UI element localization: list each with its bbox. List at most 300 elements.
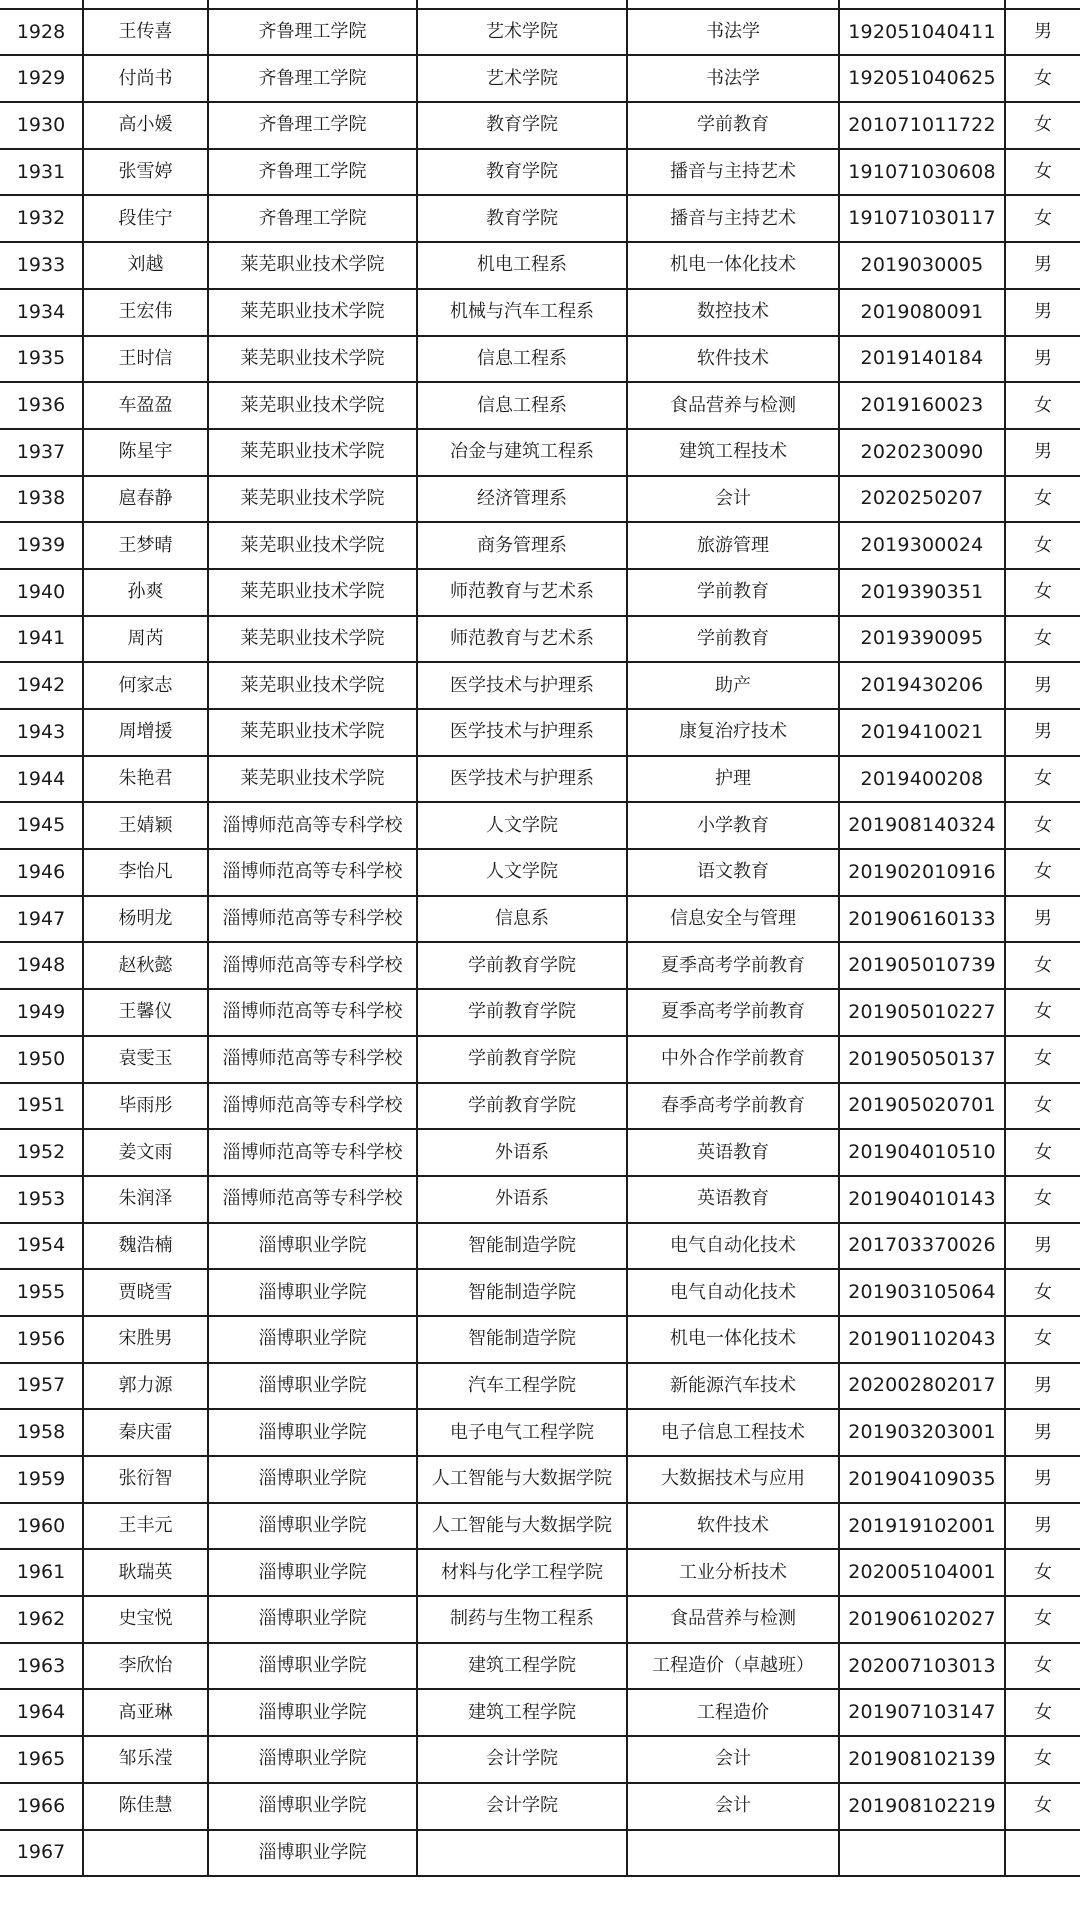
department-cell [417, 1830, 627, 1877]
major-cell: 语文教育 [627, 849, 839, 896]
student-name-cell: 杨明龙 [83, 896, 208, 943]
student-name-cell: 朱艳君 [83, 756, 208, 803]
department-cell: 会计学院 [417, 1783, 627, 1830]
row-number-cell: 1939 [0, 522, 83, 569]
major-cell: 会计 [627, 476, 839, 523]
table-row [0, 1643, 1080, 1690]
department-cell: 信息工程系 [417, 382, 627, 429]
student-name-cell: 孙爽 [83, 569, 208, 616]
department-cell: 人文学院 [417, 802, 627, 849]
gender-cell: 男 [1005, 242, 1080, 289]
department-cell: 学前教育学院 [417, 942, 627, 989]
student-name-cell: 付尚书 [83, 55, 208, 102]
major-cell: 工程造价（卓越班） [627, 1643, 839, 1690]
student-name-cell: 邹乐滢 [83, 1736, 208, 1783]
department-cell: 人工智能与大数据学院 [417, 1456, 627, 1503]
school-cell: 淄博职业学院 [208, 1223, 417, 1270]
school-cell: 淄博师范高等专科学校 [208, 1129, 417, 1176]
gender-cell: 女 [1005, 1316, 1080, 1363]
school-cell: 莱芜职业技术学院 [208, 289, 417, 336]
school-cell: 淄博职业学院 [208, 1503, 417, 1550]
table-row [0, 1596, 1080, 1643]
school-cell: 淄博职业学院 [208, 1409, 417, 1456]
department-cell: 学前教育学院 [417, 989, 627, 1036]
student-name-cell: 贾晓雪 [83, 1269, 208, 1316]
department-cell: 人工智能与大数据学院 [417, 1503, 627, 1550]
department-cell: 人文学院 [417, 849, 627, 896]
row-number-cell: 1928 [0, 9, 83, 56]
school-cell: 淄博职业学院 [208, 1643, 417, 1690]
student-id-cell: 201907103147 [839, 1689, 1005, 1736]
school-cell: 淄博职业学院 [208, 1783, 417, 1830]
row-number-cell: 1936 [0, 382, 83, 429]
student-id-cell: 201906102027 [839, 1596, 1005, 1643]
student-id-cell: 201908102219 [839, 1783, 1005, 1830]
gender-cell [1005, 0, 1080, 9]
student-name-cell [83, 0, 208, 9]
student-name-cell: 王婧颖 [83, 802, 208, 849]
gender-cell: 男 [1005, 1223, 1080, 1270]
major-cell: 护理 [627, 756, 839, 803]
gender-cell: 女 [1005, 616, 1080, 663]
school-cell: 淄博师范高等专科学校 [208, 802, 417, 849]
gender-cell: 女 [1005, 195, 1080, 242]
table-row [0, 55, 1080, 102]
gender-cell: 女 [1005, 1736, 1080, 1783]
student-name-cell: 段佳宁 [83, 195, 208, 242]
major-cell: 播音与主持艺术 [627, 149, 839, 196]
table-row [0, 1409, 1080, 1456]
major-cell: 学前教育 [627, 616, 839, 663]
school-cell: 淄博职业学院 [208, 1549, 417, 1596]
student-name-cell: 王传喜 [83, 9, 208, 56]
table-row [0, 242, 1080, 289]
department-cell: 汽车工程学院 [417, 1363, 627, 1410]
department-cell: 冶金与建筑工程系 [417, 429, 627, 476]
row-number-cell: 1963 [0, 1643, 83, 1690]
major-cell [627, 1830, 839, 1877]
student-id-cell: 201905010739 [839, 942, 1005, 989]
student-name-cell: 王丰元 [83, 1503, 208, 1550]
row-number-cell: 1951 [0, 1083, 83, 1130]
school-cell: 淄博师范高等专科学校 [208, 1036, 417, 1083]
table-row [0, 1830, 1080, 1877]
student-name-cell: 赵秋懿 [83, 942, 208, 989]
student-id-cell [839, 1830, 1005, 1877]
row-number-cell: 1947 [0, 896, 83, 943]
major-cell [627, 0, 839, 9]
gender-cell: 女 [1005, 1036, 1080, 1083]
school-cell: 淄博师范高等专科学校 [208, 896, 417, 943]
student-id-cell: 202007103013 [839, 1643, 1005, 1690]
row-number-cell: 1932 [0, 195, 83, 242]
table-row [0, 1689, 1080, 1736]
department-cell: 建筑工程学院 [417, 1689, 627, 1736]
school-cell: 淄博职业学院 [208, 1316, 417, 1363]
gender-cell: 女 [1005, 802, 1080, 849]
gender-cell [1005, 1830, 1080, 1877]
row-number-cell: 1942 [0, 662, 83, 709]
table-row [0, 569, 1080, 616]
student-id-cell: 2019390095 [839, 616, 1005, 663]
gender-cell: 女 [1005, 1643, 1080, 1690]
major-cell: 信息安全与管理 [627, 896, 839, 943]
department-cell: 医学技术与护理系 [417, 756, 627, 803]
department-cell: 医学技术与护理系 [417, 662, 627, 709]
gender-cell: 女 [1005, 1083, 1080, 1130]
department-cell [417, 0, 627, 9]
table-row [0, 1503, 1080, 1550]
school-cell: 淄博师范高等专科学校 [208, 989, 417, 1036]
student-name-cell: 李欣怡 [83, 1643, 208, 1690]
student-id-cell: 2020250207 [839, 476, 1005, 523]
student-name-cell: 耿瑞英 [83, 1549, 208, 1596]
department-cell: 教育学院 [417, 195, 627, 242]
school-cell: 淄博职业学院 [208, 1363, 417, 1410]
gender-cell: 女 [1005, 149, 1080, 196]
major-cell: 电气自动化技术 [627, 1269, 839, 1316]
student-name-cell: 刘越 [83, 242, 208, 289]
student-name-cell: 高小媛 [83, 102, 208, 149]
school-cell: 淄博职业学院 [208, 1736, 417, 1783]
gender-cell: 女 [1005, 1269, 1080, 1316]
gender-cell: 男 [1005, 429, 1080, 476]
school-cell: 莱芜职业技术学院 [208, 382, 417, 429]
table-row [0, 662, 1080, 709]
gender-cell: 男 [1005, 1363, 1080, 1410]
school-cell: 淄博职业学院 [208, 1596, 417, 1643]
student-id-cell: 201703370026 [839, 1223, 1005, 1270]
table-row [0, 896, 1080, 943]
row-number-cell: 1964 [0, 1689, 83, 1736]
table-row [0, 1456, 1080, 1503]
student-id-cell: 201905020701 [839, 1083, 1005, 1130]
department-cell: 外语系 [417, 1176, 627, 1223]
school-cell: 齐鲁理工学院 [208, 195, 417, 242]
student-id-cell: 201905010227 [839, 989, 1005, 1036]
student-name-cell: 宋胜男 [83, 1316, 208, 1363]
department-cell: 建筑工程学院 [417, 1643, 627, 1690]
gender-cell: 男 [1005, 9, 1080, 56]
row-number-cell: 1946 [0, 849, 83, 896]
row-number-cell: 1934 [0, 289, 83, 336]
gender-cell: 女 [1005, 569, 1080, 616]
department-cell: 电子电气工程学院 [417, 1409, 627, 1456]
row-number-cell: 1937 [0, 429, 83, 476]
department-cell: 学前教育学院 [417, 1036, 627, 1083]
row-number-cell: 1952 [0, 1129, 83, 1176]
department-cell: 材料与化学工程学院 [417, 1549, 627, 1596]
student-name-cell: 高亚琳 [83, 1689, 208, 1736]
department-cell: 机械与汽车工程系 [417, 289, 627, 336]
major-cell: 夏季高考学前教育 [627, 989, 839, 1036]
major-cell: 机电一体化技术 [627, 242, 839, 289]
gender-cell: 女 [1005, 476, 1080, 523]
student-name-cell: 王宏伟 [83, 289, 208, 336]
table-row [0, 1223, 1080, 1270]
department-cell: 师范教育与艺术系 [417, 616, 627, 663]
department-cell: 智能制造学院 [417, 1316, 627, 1363]
row-number-cell: 1955 [0, 1269, 83, 1316]
row-number-cell: 1935 [0, 336, 83, 383]
gender-cell: 女 [1005, 849, 1080, 896]
major-cell: 夏季高考学前教育 [627, 942, 839, 989]
gender-cell: 女 [1005, 1783, 1080, 1830]
gender-cell: 女 [1005, 989, 1080, 1036]
student-id-cell: 201071011722 [839, 102, 1005, 149]
major-cell: 机电一体化技术 [627, 1316, 839, 1363]
student-name-cell: 王梦晴 [83, 522, 208, 569]
school-cell: 淄博职业学院 [208, 1456, 417, 1503]
table-row [0, 849, 1080, 896]
student-id-cell: 192051040411 [839, 9, 1005, 56]
student-name-cell: 姜文雨 [83, 1129, 208, 1176]
student-id-cell: 201901102043 [839, 1316, 1005, 1363]
row-number-cell: 1961 [0, 1549, 83, 1596]
gender-cell: 男 [1005, 336, 1080, 383]
major-cell: 软件技术 [627, 1503, 839, 1550]
major-cell: 学前教育 [627, 569, 839, 616]
student-id-cell: 2020230090 [839, 429, 1005, 476]
student-id-cell: 201903203001 [839, 1409, 1005, 1456]
major-cell: 食品营养与检测 [627, 382, 839, 429]
row-number-cell: 1943 [0, 709, 83, 756]
major-cell: 建筑工程技术 [627, 429, 839, 476]
student-id-cell: 201904010510 [839, 1129, 1005, 1176]
student-name-cell: 郭力源 [83, 1363, 208, 1410]
table-row [0, 1363, 1080, 1410]
department-cell: 会计学院 [417, 1736, 627, 1783]
student-id-cell: 201908102139 [839, 1736, 1005, 1783]
school-cell: 齐鲁理工学院 [208, 9, 417, 56]
table-row [0, 522, 1080, 569]
student-id-cell: 201908140324 [839, 802, 1005, 849]
table-row [0, 709, 1080, 756]
department-cell: 制药与生物工程系 [417, 1596, 627, 1643]
department-cell: 智能制造学院 [417, 1223, 627, 1270]
row-number-cell [0, 0, 83, 9]
school-cell: 淄博师范高等专科学校 [208, 1176, 417, 1223]
school-cell: 莱芜职业技术学院 [208, 429, 417, 476]
school-cell: 齐鲁理工学院 [208, 102, 417, 149]
gender-cell: 男 [1005, 289, 1080, 336]
table-row [0, 756, 1080, 803]
school-cell: 淄博师范高等专科学校 [208, 1083, 417, 1130]
student-name-cell: 朱润泽 [83, 1176, 208, 1223]
department-cell: 艺术学院 [417, 9, 627, 56]
major-cell: 大数据技术与应用 [627, 1456, 839, 1503]
school-cell: 淄博职业学院 [208, 1689, 417, 1736]
major-cell: 中外合作学前教育 [627, 1036, 839, 1083]
row-number-cell: 1948 [0, 942, 83, 989]
school-cell: 淄博职业学院 [208, 1269, 417, 1316]
department-cell: 教育学院 [417, 102, 627, 149]
row-number-cell: 1965 [0, 1736, 83, 1783]
gender-cell: 女 [1005, 522, 1080, 569]
school-cell: 齐鲁理工学院 [208, 55, 417, 102]
major-cell: 食品营养与检测 [627, 1596, 839, 1643]
student-name-cell [83, 1830, 208, 1877]
student-name-cell: 张衍智 [83, 1456, 208, 1503]
major-cell: 英语教育 [627, 1176, 839, 1223]
row-number-cell: 1958 [0, 1409, 83, 1456]
major-cell: 会计 [627, 1783, 839, 1830]
student-id-cell: 191071030608 [839, 149, 1005, 196]
student-name-cell: 周芮 [83, 616, 208, 663]
major-cell: 新能源汽车技术 [627, 1363, 839, 1410]
student-name-cell: 李怡凡 [83, 849, 208, 896]
school-cell: 莱芜职业技术学院 [208, 662, 417, 709]
major-cell: 书法学 [627, 55, 839, 102]
student-id-cell: 201919102001 [839, 1503, 1005, 1550]
table-row [0, 802, 1080, 849]
school-cell: 淄博师范高等专科学校 [208, 849, 417, 896]
gender-cell: 女 [1005, 1176, 1080, 1223]
department-cell: 信息工程系 [417, 336, 627, 383]
gender-cell: 男 [1005, 1409, 1080, 1456]
student-id-cell: 201906160133 [839, 896, 1005, 943]
table-row [0, 989, 1080, 1036]
gender-cell: 女 [1005, 756, 1080, 803]
gender-cell: 女 [1005, 1596, 1080, 1643]
row-number-cell: 1931 [0, 149, 83, 196]
department-cell: 商务管理系 [417, 522, 627, 569]
department-cell: 信息系 [417, 896, 627, 943]
row-number-cell: 1949 [0, 989, 83, 1036]
student-name-cell: 袁雯玉 [83, 1036, 208, 1083]
student-id-cell: 202005104001 [839, 1549, 1005, 1596]
student-name-cell: 周增援 [83, 709, 208, 756]
major-cell: 播音与主持艺术 [627, 195, 839, 242]
major-cell: 工程造价 [627, 1689, 839, 1736]
school-cell: 莱芜职业技术学院 [208, 242, 417, 289]
school-cell: 齐鲁理工学院 [208, 149, 417, 196]
department-cell: 教育学院 [417, 149, 627, 196]
gender-cell: 男 [1005, 1503, 1080, 1550]
table-row [0, 1269, 1080, 1316]
student-id-cell: 192051040625 [839, 55, 1005, 102]
major-cell: 软件技术 [627, 336, 839, 383]
student-id-cell [839, 0, 1005, 9]
student-name-cell: 秦庆雷 [83, 1409, 208, 1456]
row-number-cell: 1954 [0, 1223, 83, 1270]
table-row [0, 1083, 1080, 1130]
school-cell: 莱芜职业技术学院 [208, 336, 417, 383]
student-id-cell: 2019300024 [839, 522, 1005, 569]
gender-cell: 女 [1005, 1549, 1080, 1596]
student-id-cell: 2019390351 [839, 569, 1005, 616]
major-cell: 旅游管理 [627, 522, 839, 569]
row-number-cell: 1944 [0, 756, 83, 803]
student-name-cell: 张雪婷 [83, 149, 208, 196]
table-row [0, 429, 1080, 476]
student-id-cell: 202002802017 [839, 1363, 1005, 1410]
school-cell [208, 0, 417, 9]
student-name-cell: 车盈盈 [83, 382, 208, 429]
student-id-cell: 201905050137 [839, 1036, 1005, 1083]
table-row [0, 1036, 1080, 1083]
school-cell: 莱芜职业技术学院 [208, 616, 417, 663]
department-cell: 艺术学院 [417, 55, 627, 102]
row-number-cell: 1933 [0, 242, 83, 289]
table-row [0, 1549, 1080, 1596]
table-row [0, 149, 1080, 196]
major-cell: 助产 [627, 662, 839, 709]
major-cell: 英语教育 [627, 1129, 839, 1176]
row-number-cell: 1950 [0, 1036, 83, 1083]
student-name-cell: 王馨仪 [83, 989, 208, 1036]
student-name-cell: 陈佳慧 [83, 1783, 208, 1830]
table-row [0, 1176, 1080, 1223]
school-cell: 莱芜职业技术学院 [208, 476, 417, 523]
table-row [0, 382, 1080, 429]
department-cell: 经济管理系 [417, 476, 627, 523]
row-number-cell: 1967 [0, 1830, 83, 1877]
major-cell: 小学教育 [627, 802, 839, 849]
major-cell: 书法学 [627, 9, 839, 56]
school-cell: 淄博职业学院 [208, 1830, 417, 1877]
student-id-cell: 2019080091 [839, 289, 1005, 336]
row-number-cell: 1959 [0, 1456, 83, 1503]
major-cell: 会计 [627, 1736, 839, 1783]
row-number-cell: 1957 [0, 1363, 83, 1410]
student-id-cell: 201902010916 [839, 849, 1005, 896]
row-number-cell: 1940 [0, 569, 83, 616]
gender-cell: 男 [1005, 709, 1080, 756]
major-cell: 电气自动化技术 [627, 1223, 839, 1270]
student-id-cell: 2019160023 [839, 382, 1005, 429]
gender-cell: 女 [1005, 942, 1080, 989]
major-cell: 工业分析技术 [627, 1549, 839, 1596]
student-name-cell: 扈春静 [83, 476, 208, 523]
table-row [0, 289, 1080, 336]
student-name-cell: 史宝悦 [83, 1596, 208, 1643]
table-row [0, 942, 1080, 989]
table-row [0, 0, 1080, 9]
major-cell: 康复治疗技术 [627, 709, 839, 756]
student-id-cell: 2019400208 [839, 756, 1005, 803]
gender-cell: 男 [1005, 662, 1080, 709]
table-row [0, 1736, 1080, 1783]
gender-cell: 女 [1005, 102, 1080, 149]
department-cell: 学前教育学院 [417, 1083, 627, 1130]
table-row [0, 1783, 1080, 1830]
row-number-cell: 1930 [0, 102, 83, 149]
school-cell: 莱芜职业技术学院 [208, 569, 417, 616]
school-cell: 淄博师范高等专科学校 [208, 942, 417, 989]
major-cell: 数控技术 [627, 289, 839, 336]
table-row [0, 195, 1080, 242]
table-row [0, 336, 1080, 383]
row-number-cell: 1966 [0, 1783, 83, 1830]
row-number-cell: 1962 [0, 1596, 83, 1643]
gender-cell: 男 [1005, 896, 1080, 943]
row-number-cell: 1945 [0, 802, 83, 849]
row-number-cell: 1941 [0, 616, 83, 663]
department-cell: 机电工程系 [417, 242, 627, 289]
table-row [0, 1129, 1080, 1176]
gender-cell: 女 [1005, 1129, 1080, 1176]
gender-cell: 女 [1005, 382, 1080, 429]
gender-cell: 男 [1005, 1456, 1080, 1503]
major-cell: 学前教育 [627, 102, 839, 149]
student-name-cell: 陈星宇 [83, 429, 208, 476]
department-cell: 外语系 [417, 1129, 627, 1176]
student-id-cell: 201904010143 [839, 1176, 1005, 1223]
major-cell: 春季高考学前教育 [627, 1083, 839, 1130]
school-cell: 莱芜职业技术学院 [208, 756, 417, 803]
school-cell: 莱芜职业技术学院 [208, 522, 417, 569]
